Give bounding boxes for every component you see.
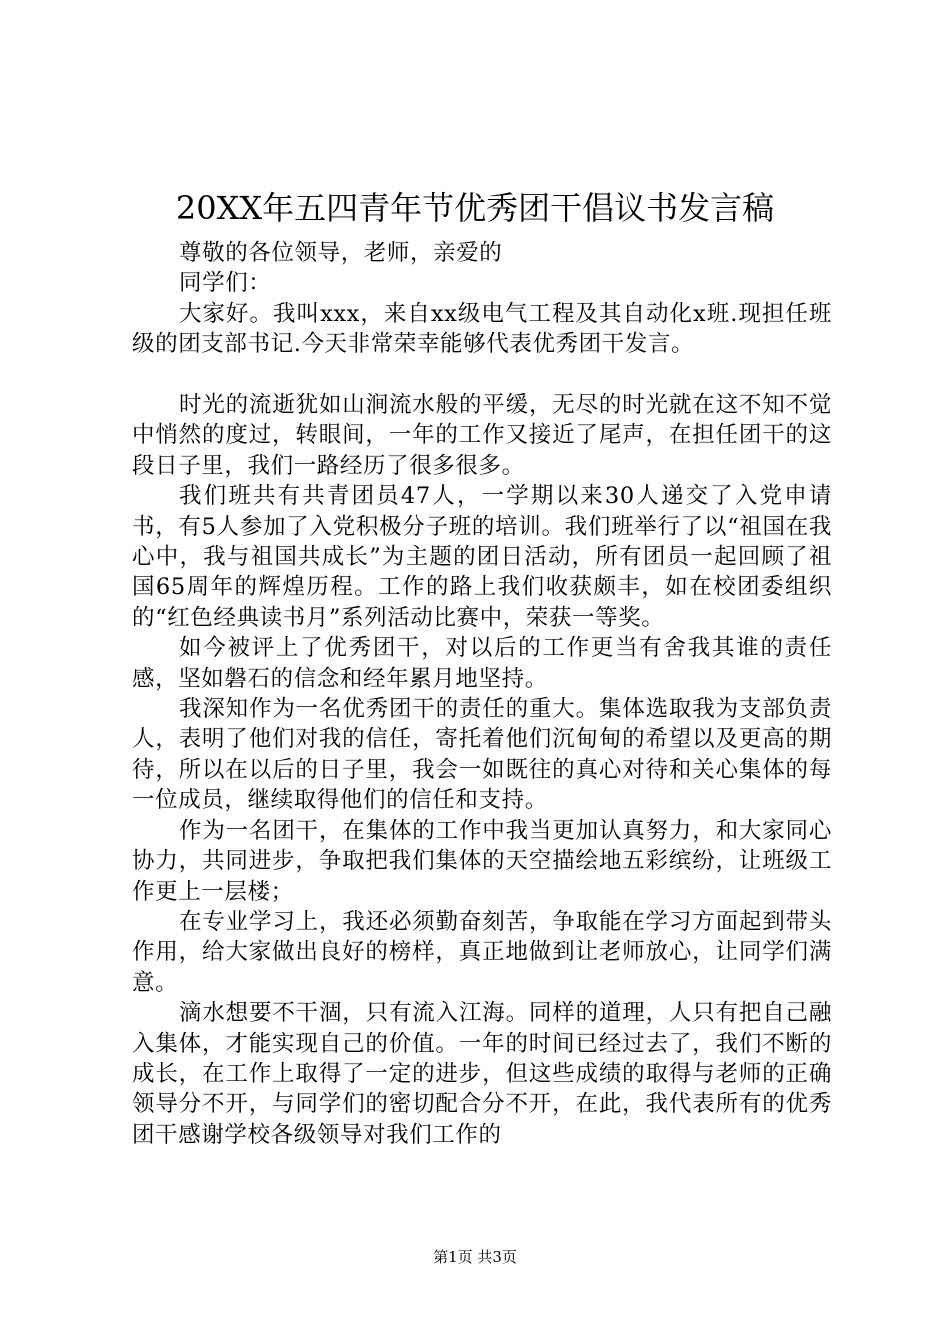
document-body [132,238,832,1150]
paragraph: 时光的流逝犹如山涧流水般的平缓，无尽的时光就在这不知不觉中悄然的度过，转眼间，一年的工作又接近了尾声，在担任团干的这段日子里，我们一路经历了很多很多。 [132,392,832,479]
paragraph: 我深知作为一名优秀团干的责任的重大。集体选取我为支部负责人，表明了他们对我的信任，寄托着他们沉甸甸的希望以及更高的期待，所以在以后的日子里，我会一如既往的真心对待和关心集体的每一位成员，继续取得他们的信任和支持。 [132,696,832,814]
paragraph: 作为一名团干，在集体的工作中我当更加认真努力，和大家同心协力，共同进步，争取把我们集体的天空描绘地五彩缤纷，让班级工作更上一层楼； [132,817,832,905]
page-number-footer: 第1页 共3页 [433,1248,517,1266]
paragraph: 我们班共有共青团员47人，一学期以来30人递交了入党申请书，有5人参加了入党积极分子班的培训。我们班举行了以“祖国在我心中，我与祖国共成长”为主题的团日活动，所有团员一起回顾了祖国65周年的辉煌历程。工作的路上我们收获颇丰，如在校团委组织的“红色经典读书月”系列活动比赛中，荣获一等奖。 [132,483,832,631]
document-title: 20XX年五四青年节优秀团干倡议书发言稿 [175,189,775,227]
paragraph: 如今被评上了优秀团干，对以后的工作更当有舍我其谁的责任感，坚如磐石的信念和经年累月地坚持。 [132,635,832,692]
paragraph: 滴水想要不干涸，只有流入江海。同样的道理，人只有把自己融入集体，才能实现自己的价值。一年的时间已经过去了，我们不断的成长，在工作上取得了一定的进步，但这些成绩的取得与老师的正确领导分不开，与同学们的密切配合分不开，在此，我代表所有的优秀团干感谢学校各级领导对我们工作的 [132,1000,832,1148]
salutation-line-1: 尊敬的各位领导，老师，亲爱的 [179,240,503,266]
paragraph-introduction: 大家好。我叫xxx，来自xx级电气工程及其自动化x班.现担任班级的团支部书记.今天非常荣幸能够代表优秀团干发言。 [132,300,832,358]
salutation-line-2: 同学们： [179,270,272,297]
paragraph: 在专业学习上，我还必须勤奋刻苦，争取能在学习方面起到带头作用，给大家做出良好的榜样，真正地做到让老师放心，让同学们满意。 [132,908,832,996]
